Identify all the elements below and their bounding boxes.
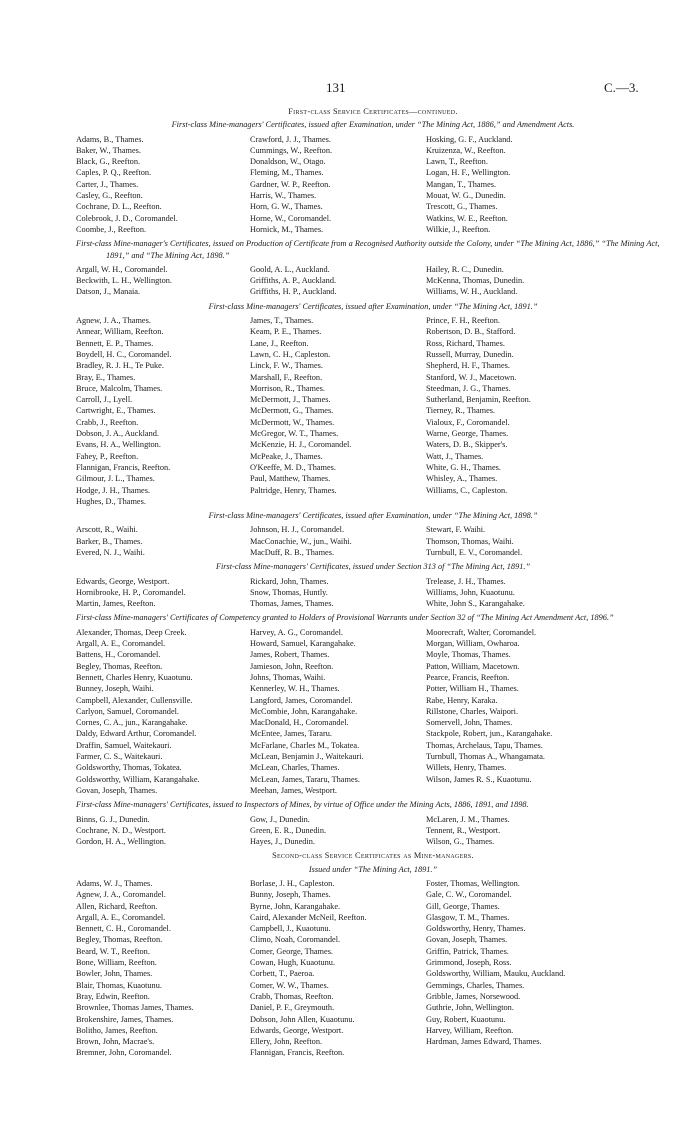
certificate-holder-entry: Griffiths, A. P., Auckland. (250, 276, 337, 286)
certificate-holder-entry: Pearce, Francis, Reefton. (426, 672, 510, 682)
certificate-section (76, 301, 670, 507)
certificate-holder-entry: Gow, J., Dunedin. (250, 814, 310, 824)
certificate-holder-entry: Stackpole, Robert, jun., Karangahake. (426, 729, 553, 739)
certificate-holder-entry: Govan, Joseph, Thames. (76, 785, 158, 795)
certificate-holder-entry: Dobson, John Allen, Kuaotunu. (250, 1014, 355, 1024)
certificate-holder-entry: Willets, Henry, Thames. (426, 763, 507, 773)
certificate-holder-entry: Rickard, John, Thames. (250, 576, 329, 586)
certificate-holder-entry: Boydell, H. C., Coromandel. (76, 349, 172, 359)
certificate-holder-entry: Kennerley, W. H., Thames. (250, 684, 340, 694)
section-heading: First-class Mine-managers' Certificates, issued after Examination, under “The Mining Act, 1898.” (208, 511, 538, 521)
certificate-holder-entry: Bruce, Malcolm, Thames. (76, 383, 163, 393)
certificate-holder-entry: Evans, H. A., Wellington. (76, 440, 161, 450)
certificate-holder-entry: Black, G., Reefton. (76, 157, 141, 167)
certificate-holder-entry: Brownlee, Thomas James, Thames. (76, 1003, 194, 1013)
certificate-section (76, 561, 670, 609)
certificate-holder-entry: Mangan, T., Thames. (426, 179, 497, 189)
certificate-holder-entry: Griffin, Patrick, Thames. (426, 946, 509, 956)
certificate-holder-entry: Evered, N. J., Waihi. (76, 547, 145, 557)
document-reference: C.—3. (604, 80, 639, 95)
certificate-holder-entry: Turnbull, Thomas A., Whangamata. (426, 752, 545, 762)
certificate-holder-entry: Thomas, James, Thames. (250, 599, 334, 609)
certificate-holder-entry: Begley, Thomas, Reefton. (76, 661, 163, 671)
certificate-holder-entry: Foster, Thomas, Wellington. (426, 879, 520, 888)
certificate-holder-entry: McDermott, G., Thames. (250, 406, 334, 416)
certificate-holder-entry: Russell, Murray, Dunedin. (426, 349, 514, 359)
certificate-holder-entry: Martin, James, Reefton. (76, 599, 156, 609)
certificate-holder-entry: Harvey, A. G., Coromandel. (250, 627, 344, 637)
certificate-holder-entry: McLean, Charles, Thames. (250, 763, 340, 773)
name-column-1 (76, 264, 250, 298)
name-column-3 (426, 264, 670, 298)
certificate-holder-entry: McKenzie, H. J., Coromandel. (250, 440, 352, 450)
section-heading: First-class Mine-managers' Certificates of Competency granted to Holders of Provisional Warrants under Section 32 of “The Mining Act Amendment Act, 1896.” (76, 613, 614, 623)
certificate-holder-entry: Lawn, C. H., Capleston. (250, 349, 331, 359)
certificate-holder-entry: Prince, F. H., Reefton. (426, 316, 500, 326)
certificate-holder-entry: Hosking, G. F., Auckland. (426, 134, 513, 144)
certificate-holder-entry: Ross, Richard, Thames. (426, 338, 505, 348)
certificate-holder-entry: James, Robert, Thames. (250, 650, 330, 660)
certificate-holder-entry: Rabe, Henry, Karaka. (426, 695, 498, 705)
certificate-holder-entry: Jamieson, John, Reefton. (250, 661, 334, 671)
certificate-holder-entry: Williams, C., Capleston. (426, 485, 508, 495)
certificate-holder-entry: Logan, H. F., Wellington. (426, 168, 511, 178)
name-column-3 (426, 878, 670, 1059)
name-column-2 (250, 576, 426, 610)
name-column-1 (76, 134, 250, 236)
certificate-holder-entry: McDermott, J., Thames. (250, 395, 331, 405)
certificate-holder-entry: Thomas, Archelaus, Tapu, Thames. (426, 740, 543, 750)
certificate-holder-entry: Carter, J., Thames. (76, 179, 139, 189)
certificate-holder-entry: Argall, A. E., Coromandel. (76, 639, 166, 649)
certificate-holder-entry: Potter, William H., Thames. (426, 684, 519, 694)
certificate-holder-entry: McKenna, Thomas, Dunedin. (426, 276, 525, 286)
certificate-holder-entry: Wilkie, J., Reefton. (426, 224, 491, 234)
certificate-holder-entry: Blair, Thomas, Kuaotunu. (76, 980, 162, 990)
certificate-holder-entry: Shepherd, H. F., Thames. (426, 361, 510, 371)
certificate-holder-entry: Moyle, Thomas, Thames. (426, 650, 511, 660)
certificate-holder-entry: Goldsworthy, William, Karangahake. (76, 774, 200, 784)
certificate-holder-entry: Green, E. R., Dunedin. (250, 825, 327, 835)
section-title-second-class: Second-class Service Certificates as Mine-managers. (272, 851, 474, 861)
name-column-1 (76, 315, 250, 507)
certificate-holder-entry: Crawford, J. J., Thames. (250, 134, 331, 144)
certificate-holder-entry: Gill, George, Thames. (426, 901, 500, 911)
name-columns (76, 627, 670, 796)
certificate-holder-entry: Harvey, William, Reefton. (426, 1025, 514, 1035)
section-title-first-class: First-class Service Certificates—continued. (288, 107, 458, 116)
certificate-holder-entry: Goold, A. L., Auckland. (250, 264, 330, 274)
certificate-holder-entry: Bray, E., Thames. (76, 372, 136, 382)
certificate-holder-entry: Keam, P. E., Thames. (250, 327, 322, 337)
certificate-holder-entry: Corbett, T., Paeroa. (250, 969, 315, 979)
certificate-section (76, 612, 670, 796)
certificate-holder-entry: Comer, W. W., Thames. (250, 980, 329, 990)
name-column-3 (426, 627, 670, 796)
certificate-holder-entry: Bennett, E. P., Thames. (76, 338, 154, 348)
certificate-holder-entry: Harris, W., Thames. (250, 191, 317, 201)
certificate-holder-entry: Farmer, C. S., Waitekauri. (76, 752, 163, 762)
certificate-holder-entry: Cowan, Hugh, Kuaotunu. (250, 958, 336, 968)
name-column-2 (250, 264, 426, 298)
name-column-1 (76, 878, 250, 1059)
certificate-holder-entry: McFarlane, Charles M., Tokatea. (250, 740, 360, 750)
first-class-sections (76, 119, 670, 847)
name-column-2 (250, 315, 426, 507)
name-column-2 (250, 878, 426, 1059)
certificate-holder-entry: Paul, Matthew, Thames. (250, 474, 331, 484)
certificate-holder-entry: Stewart, F. Waihi. (426, 525, 486, 535)
certificate-holder-entry: McCombie, John, Karangahake. (250, 706, 358, 716)
name-columns (76, 315, 670, 507)
certificate-holder-entry: Guthrie, John, Wellington. (426, 1003, 514, 1013)
name-column-1 (76, 627, 250, 796)
certificate-holder-entry: Whisley, A., Thames. (426, 474, 498, 484)
name-columns (76, 134, 670, 236)
certificate-holder-entry: Hailey, R. C., Dunedin. (426, 264, 504, 274)
certificate-holder-entry: Grimmond, Joseph, Ross. (426, 958, 512, 968)
certificate-holder-entry: Bennett, C. H., Coromandel. (76, 924, 171, 934)
certificate-holder-entry: Dobson, J. A., Auckland. (76, 429, 159, 439)
certificate-holder-entry: Hornick, M., Thames. (250, 224, 324, 234)
certificate-holder-entry: Gilmour, J. L., Thames. (76, 474, 155, 484)
certificate-holder-entry: Coombe, J., Reefton. (76, 224, 147, 234)
certificate-holder-entry: Fleming, M., Thames. (250, 168, 324, 178)
certificate-holder-entry: Bennett, Charles Henry, Kuaotunu. (76, 672, 193, 682)
certificate-holder-entry: Tennent, R., Westport. (426, 825, 501, 835)
name-column-3 (426, 814, 670, 848)
certificate-holder-entry: Morgan, William, Owharoa. (426, 639, 520, 649)
certificate-holder-entry: Agnew, J. A., Coromandel. (76, 890, 166, 900)
certificate-holder-entry: Kruizenza, W., Reefton. (426, 145, 506, 155)
certificate-holder-entry: Howard, Samuel, Karangahake. (250, 639, 356, 649)
certificate-holder-entry: Bolitho, James, Reefton. (76, 1025, 158, 1035)
certificate-holder-entry: Borlase, J. H., Capleston. (250, 879, 335, 888)
certificate-holder-entry: Caird, Alexander McNeil, Reefton. (250, 912, 367, 922)
certificate-holder-entry: Wilson, James R. S., Kuaotunu. (426, 774, 532, 784)
certificate-holder-entry: Barker, B., Thames. (76, 536, 143, 546)
certificate-holder-entry: Fahey, P., Reefton. (76, 451, 139, 461)
name-column-1 (76, 576, 250, 610)
certificate-holder-entry: Gale, C. W., Coromandel. (426, 890, 512, 900)
name-column-2 (250, 627, 426, 796)
certificate-holder-entry: Waters, D. B., Skipper's. (426, 440, 508, 450)
certificate-holder-entry: Hornibrooke, H. P., Coromandel. (76, 587, 186, 597)
certificate-holder-entry: Flannigan, Francis, Reefton. (76, 462, 171, 472)
certificate-holder-entry: Guy, Robert, Kuaotunu. (426, 1014, 506, 1024)
certificate-holder-entry: O'Keeffe, M. D., Thames. (250, 462, 336, 472)
section-heading: First-class Mine-managers' Certificates, issued after Examination, under “The Mining Act, 1886,” and Amendment Acts. (171, 120, 575, 130)
certificate-holder-entry: McLean, James, Tararu, Thames. (250, 774, 360, 784)
certificate-holder-entry: Paltridge, Henry, Thames. (250, 485, 337, 495)
certificate-holder-entry: McEntee, James, Tararu. (250, 729, 332, 739)
name-column-2 (250, 524, 426, 558)
page-number: 131 (326, 80, 346, 95)
certificate-holder-entry: Tierney, R., Thames. (426, 406, 496, 416)
certificate-holder-entry: Brokenshire, James, Thames. (76, 1014, 174, 1024)
certificate-holder-entry: Horne, W., Coromandel. (250, 213, 332, 223)
certificate-holder-entry: Moorecraft, Walter, Coromandel. (426, 627, 537, 637)
certificate-holder-entry: Lawn, T., Reefton. (426, 157, 488, 167)
certificate-holder-entry: Warne, George, Thames. (426, 429, 509, 439)
certificate-holder-entry: MacConachie, W., jun., Waihi. (250, 536, 352, 546)
certificate-holder-entry: Annear, William, Reefton. (76, 327, 164, 337)
certificate-holder-entry: James, T., Thames. (250, 316, 314, 326)
certificate-holder-entry: Watt, J., Thames. (426, 451, 484, 461)
certificate-holder-entry: Hayes, J., Dunedin. (250, 837, 315, 847)
certificate-holder-entry: Gemmings, Charles, Thames. (426, 980, 525, 990)
certificate-holder-entry: Trescott, G., Thames. (426, 202, 498, 212)
certificate-holder-entry: Robertson, D. B., Stafford. (426, 327, 516, 337)
name-columns (76, 264, 670, 298)
certificate-holder-entry: Draffin, Samuel, Waitekauri. (76, 740, 172, 750)
certificate-holder-entry: Datson, J., Manaia. (76, 287, 141, 297)
certificate-holder-entry: Adams, B., Thames. (76, 134, 144, 144)
name-column-2 (250, 134, 426, 236)
name-columns (76, 814, 670, 848)
certificate-holder-entry: Trelease, J. H., Thames. (426, 576, 506, 586)
certificate-holder-entry: Williams, John, Kuaotunu. (426, 587, 515, 597)
name-columns (76, 576, 670, 610)
certificate-holder-entry: Gardner, W. P., Reefton. (250, 179, 331, 189)
name-columns (76, 878, 670, 1059)
certificate-holder-entry: Lane, J., Reefton. (250, 338, 309, 348)
certificate-holder-entry: Brown, John, Macrae's. (76, 1037, 155, 1047)
certificate-holder-entry: Allen, Richard, Reefton. (76, 901, 158, 911)
certificate-holder-entry: Mouat, W. G., Dunedin. (426, 191, 506, 201)
certificate-holder-entry: Comer, George, Thames. (250, 946, 334, 956)
certificate-holder-entry: Bunney, Joseph, Waihi. (76, 684, 154, 694)
certificate-holder-entry: Morrison, R., Thames. (250, 383, 325, 393)
certificate-holder-entry: Stanford, W. J., Macetown. (426, 372, 517, 382)
certificate-holder-entry: Johnson, H. J., Coromandel. (250, 525, 345, 535)
certificate-holder-entry: Turnbull, E. V., Coromandel. (426, 547, 523, 557)
certificate-holder-entry: McLaren, J. M., Thames. (426, 814, 510, 824)
certificate-holder-entry: Hodge, J. H., Thames. (76, 485, 151, 495)
certificate-holder-entry: Steedman, J. G., Thames. (426, 383, 511, 393)
certificate-holder-entry: Donaldson, W., Otago. (250, 157, 326, 167)
certificate-holder-entry: Govan, Joseph, Thames. (426, 935, 508, 945)
certificate-holder-entry: Byrne, John, Karangahake. (250, 901, 341, 911)
certificate-holder-entry: Beard, W. T., Reefton. (76, 946, 150, 956)
certificate-holder-entry: Cartwright, E., Thames. (76, 406, 156, 416)
certificate-holder-entry: Agnew, J. A., Thames. (76, 316, 151, 326)
certificate-holder-entry: Bunny, Joseph, Thames. (250, 890, 331, 900)
certificate-holder-entry: Bray, Edwin, Reefton. (76, 991, 150, 1001)
certificate-holder-entry: Crabb, Thomas, Reefton. (250, 991, 334, 1001)
certificate-holder-entry: Daniel, P. F., Greymouth. (250, 1003, 335, 1013)
certificate-holder-entry: Vialoux, F., Coromandel. (426, 417, 510, 427)
certificate-holder-entry: Arscott, R., Waihi. (76, 525, 138, 535)
certificate-section (76, 238, 670, 297)
name-columns (76, 524, 670, 558)
certificate-holder-entry: Flannigan, Francis, Reefton. (250, 1048, 345, 1058)
second-class-section (76, 864, 670, 1059)
certificate-holder-entry: Campbell, J., Kuaotunu. (250, 924, 331, 934)
section-heading: First-class Mine-managers' Certificates, issued after Examination, under “The Mining Act, 1891.” (208, 301, 538, 311)
certificate-holder-entry: McLean, Benjamin J., Waitekauri. (250, 752, 364, 762)
certificate-holder-entry: Watkins, W. E., Reefton. (426, 213, 508, 223)
certificate-holder-entry: Rillstone, Charles, Waipori. (426, 706, 519, 716)
certificate-holder-entry: Alexander, Thomas, Deep Creek. (76, 627, 187, 637)
certificate-holder-entry: Johns, Thomas, Waihi. (250, 672, 326, 682)
certificate-holder-entry: MacDonald, H., Coromandel. (250, 718, 349, 728)
certificate-holder-entry: Edwards, George, Westport. (250, 1025, 344, 1035)
certificate-holder-entry: Bradley, R. J. H., Te Puke. (76, 361, 164, 371)
certificate-holder-entry: Campbell, Alexander, Cullensville. (76, 695, 193, 705)
certificate-holder-entry: Patton, William, Macetown. (426, 661, 520, 671)
certificate-holder-entry: Cochrane, N. D., Westport. (76, 825, 166, 835)
certificate-holder-entry: Climo, Noah, Coromandel. (250, 935, 341, 945)
certificate-holder-entry: Williams, W. H., Auckland. (426, 287, 518, 297)
certificate-holder-entry: Cornes, C. A., jun., Karangahake. (76, 718, 188, 728)
certificate-holder-entry: Wilson, G., Thames. (426, 837, 495, 847)
certificate-holder-entry: Colebrook, J. D., Coromandel. (76, 213, 178, 223)
certificate-holder-entry: Snow, Thomas, Huntly. (250, 587, 328, 597)
certificate-holder-entry: McPeake, J., Thames. (250, 451, 323, 461)
certificate-holder-entry: Casley, G., Reefton. (76, 191, 143, 201)
certificate-holder-entry: Bowler, John, Thames. (76, 969, 153, 979)
certificate-holder-entry: Daldy, Edward Arthur, Coromandel. (76, 729, 197, 739)
name-column-3 (426, 576, 670, 610)
certificate-holder-entry: MacDuff, R. B., Thames. (250, 547, 335, 557)
certificate-holder-entry: Edwards, George, Westport. (76, 576, 170, 586)
certificate-holder-entry: Argall, W. H., Coromandel. (76, 264, 168, 274)
certificate-holder-entry: Goldsworthy, Henry, Thames. (426, 924, 526, 934)
name-column-3 (426, 524, 670, 558)
certificate-holder-entry: Baker, W., Thames. (76, 145, 141, 155)
certificate-section (76, 799, 670, 847)
certificate-holder-entry: Thomson, Thomas, Waihi. (426, 536, 514, 546)
certificate-holder-entry: Beckwith, L. H., Wellington. (76, 276, 172, 286)
name-column-3 (426, 315, 670, 507)
certificate-holder-entry: White, John S., Karangahake. (426, 599, 525, 609)
certificate-holder-entry: Glasgow, T. M., Thames. (426, 912, 510, 922)
certificate-holder-entry: Sutherland, Benjamin, Reefton. (426, 395, 531, 405)
certificate-holder-entry: Binns, G. J., Dunedin. (76, 814, 150, 824)
certificate-holder-entry: White, G. H., Thames. (426, 462, 501, 472)
certificate-holder-entry: Gordon, H. A., Wellington. (76, 837, 166, 847)
certificate-holder-entry: Meehan, James, Westport. (250, 785, 337, 795)
certificate-holder-entry: Adams, W. J., Thames. (76, 879, 153, 888)
certificate-holder-entry: Battens, H., Coromandel. (76, 650, 161, 660)
section-heading: First-class Mine-managers' Certificates, issued to Inspectors of Mines, by virtue of Office under the Mining Acts, 1886, 1891, and 1898. (76, 800, 529, 810)
name-column-1 (76, 524, 250, 558)
certificate-holder-entry: McGregor, W. T., Thames. (250, 429, 339, 439)
certificate-holder-entry: Hughes, D., Thames. (76, 496, 146, 506)
certificate-holder-entry: Argall, A. E., Coromandel. (76, 912, 166, 922)
certificate-holder-entry: Griffiths, H. P., Auckland. (250, 287, 337, 297)
certificate-holder-entry: Caples, P. Q., Reefton. (76, 168, 152, 178)
certificate-holder-entry: Bremner, John, Coromandel. (76, 1048, 172, 1058)
certificate-holder-entry: Cummings, W., Reefton. (250, 145, 333, 155)
certificate-section (76, 119, 670, 235)
name-column-3 (426, 134, 670, 236)
certificate-holder-entry: Marshall, F., Reefton. (250, 372, 323, 382)
name-column-1 (76, 814, 250, 848)
name-column-2 (250, 814, 426, 848)
certificate-holder-entry: Carroll, J., Lyell. (76, 395, 133, 405)
certificate-holder-entry: Bone, William, Reefton. (76, 958, 157, 968)
certificate-holder-entry: Ellery, John, Reefton. (250, 1037, 323, 1047)
section-heading: First-class Mine-managers' Certificates, issued under Section 313 of “The Mining Act, 1891.” (215, 562, 531, 572)
certificate-holder-entry: Goldsworthy, William, Mauku, Auckland. (426, 969, 566, 979)
certificate-holder-entry: Langford, James, Coromandel. (250, 695, 353, 705)
certificate-holder-entry: Horn, G. W., Thames. (250, 202, 323, 212)
certificate-holder-entry: McDermott, W., Thames. (250, 417, 335, 427)
section-heading: First-class Mine-manager's Certificates, issued on Production of Certificate from a Recognised Authority outside the Colony, under “The Mining Act, 1886,” “The Mining Act, 1891,” and “The Mining Act, 1898.” (76, 239, 660, 260)
certificate-holder-entry: Begley, Thomas, Reefton. (76, 935, 163, 945)
certificate-holder-entry: Crabb, J., Reefton. (76, 417, 139, 427)
certificate-holder-entry: Linck, F. W., Thames. (250, 361, 323, 371)
document-body (76, 106, 670, 1062)
certificate-holder-entry: Carlyon, Samuel, Coromandel. (76, 706, 180, 716)
certificate-holder-entry: Somervell, John, Thames. (426, 718, 513, 728)
certificate-holder-entry: Gribble, James, Norsewood. (426, 991, 521, 1001)
certificate-holder-entry: Goldsworthy, Thomas, Tokatea. (76, 763, 182, 773)
certificate-holder-entry: Cochrane, D. L., Reefton. (76, 202, 162, 212)
section-heading: Issued under “The Mining Act, 1891.” (308, 864, 438, 874)
certificate-section (76, 510, 670, 558)
certificate-holder-entry: Hardman, James Edward, Thames. (426, 1037, 542, 1047)
